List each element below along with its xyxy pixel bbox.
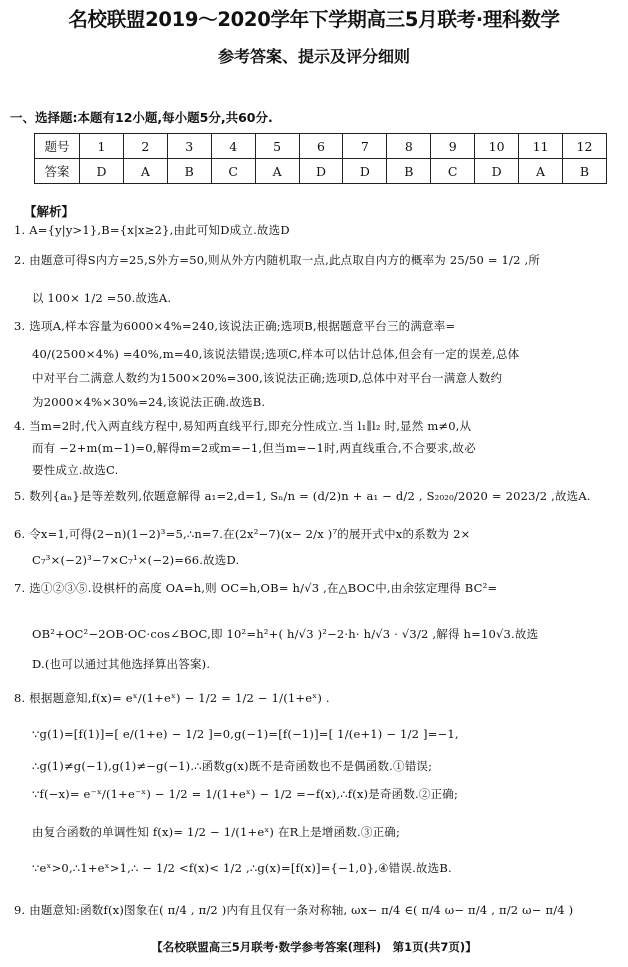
table-cell: 10 [475,134,519,159]
page-footer: 【名校联盟高三5月联考·数学参考答案(理科) 第1页(共7页)】 [151,940,477,954]
solution-line-q8-cont: 由复合函数的单调性知 f(x)= 1/2 − 1/(1+eˣ) 在R上是增函数.③正确; [32,825,401,839]
table-row-answers [35,159,607,184]
analysis-heading: 【解析】 [24,204,75,219]
table-header-cell: 题号 [35,134,80,159]
table-header-cell: 答案 [35,159,80,184]
solution-line-q8-cont: ∵f(−x)= e⁻ˣ/(1+e⁻ˣ) − 1/2 = 1/(1+eˣ) − 1/2 =−f(x),∴f(x)是奇函数.②正确; [32,787,459,801]
table-cell: 3 [167,134,211,159]
table-cell: A [123,159,167,184]
table-cell: 4 [211,134,255,159]
table-cell: B [562,159,606,184]
solution-line-q4-cont: 而有 −2+m(m−1)=0,解得m=2或m=−1,但当m=−1时,两直线重合,不合要求,故必 [32,441,476,455]
solution-line-q3-cont: 40/(2500×4%) =40%,m=40,该说法错误;选项C,样本可以估计总体,但会有一定的误差,总体 [32,347,520,361]
answer-table [34,133,607,184]
table-cell: 12 [562,134,606,159]
table-cell: B [387,159,431,184]
table-cell: 1 [80,134,124,159]
solution-line-q6: 6. 令x=1,可得(2−n)(1−2)³=5,∴n=7.在(2x²−7)(x− 2/x )⁷的展开式中x的系数为 2× [14,527,471,541]
solution-line-q7-cont: D.(也可以通过其他选择算出答案). [32,657,211,671]
solution-line-q5: 5. 数列{aₙ}是等差数列,依题意解得 a₁=2,d=1, Sₙ/n = (d/2)n + a₁ − d/2 , S₂₀₂₀/2020 = 2023/2 ,故选A. [14,489,591,503]
solution-line-q6-cont: C₇³×(−2)³−7×C₇¹×(−2)=66.故选D. [32,553,240,567]
solution-line-q8-cont: ∴g(1)≠g(−1),g(1)≠−g(−1).∴函数g(x)既不是奇函数也不是偶函数.①错误; [32,759,433,773]
table-cell: A [519,159,563,184]
solution-line-q8-cont: ∵g(1)=[f(1)]=[ e/(1+e) − 1/2 ]=0,g(−1)=[f(−1)]=[ 1/(e+1) − 1/2 ]=−1, [32,727,459,741]
table-cell: 11 [519,134,563,159]
section-heading: 一、选择题:本题有12小题,每小题5分,共60分. [10,110,273,125]
solution-line-q8: 8. 根据题意知,f(x)= eˣ/(1+eˣ) − 1/2 = 1/2 − 1/(1+eˣ) . [14,691,330,705]
table-cell: 8 [387,134,431,159]
table-cell: 5 [255,134,299,159]
solution-line-q2: 2. 由题意可得S内方=25,S外方=50,则从外方内随机取一点,此点取自内方的概率为 25/50 = 1/2 ,所 [14,253,541,267]
solution-line-q9: 9. 由题意知:函数f(x)图象在( π/4 , π/2 )内有且仅有一条对称轴, ωx− π/4 ∈( π/4 ω− π/4 , π/2 ω− π/4 ) [14,903,574,917]
table-cell: D [299,159,343,184]
table-cell: C [431,159,475,184]
table-cell: 6 [299,134,343,159]
solution-line-q3-cont: 为2000×4%×30%=24,该说法正确.故选B. [32,395,266,409]
page-title: 名校联盟2019～2020学年下学期高三5月联考·理科数学 [68,8,560,31]
solution-line-q4-cont: 要性成立.故选C. [32,463,119,477]
table-cell: 7 [343,134,387,159]
table-cell: D [343,159,387,184]
solution-line-q7: 7. 选①②③⑤.设棋杆的高度 OA=h,则 OC=h,OB= h/√3 ,在△BOC中,由余弦定理得 BC²= [14,581,498,595]
table-cell: 9 [431,134,475,159]
solution-line-q3: 3. 选项A,样本容量为6000×4%=240,该说法正确;选项B,根据题意平台三的满意率= [14,319,456,333]
solution-line-q7-cont: OB²+OC²−2OB·OC·cos∠BOC,即 10²=h²+( h/√3 )²−2·h· h/√3 · √3/2 ,解得 h=10√3.故选 [32,627,539,641]
solution-line-q4: 4. 当m=2时,代入两直线方程中,易知两直线平行,即充分性成立.当 l₁∥l₂ 时,显然 m≠0,从 [14,419,472,433]
solution-line-q2-cont: 以 100× 1/2 =50.故选A. [32,291,172,305]
table-cell: 2 [123,134,167,159]
table-row-numbers [35,134,607,159]
page-subtitle: 参考答案、提示及评分细则 [217,47,410,66]
table-cell: C [211,159,255,184]
table-cell: B [167,159,211,184]
table-cell: A [255,159,299,184]
solution-line-q8-cont: ∵eˣ>0,∴1+eˣ>1,∴ − 1/2 <f(x)< 1/2 ,∴g(x)=[f(x)]={−1,0},④错误.故选B. [32,861,452,875]
table-cell: D [80,159,124,184]
solution-line-q3-cont: 中对平台二满意人数约为1500×20%=300,该说法正确;选项D,总体中对平台一满意人数约 [32,371,503,385]
solution-line-q1: 1. A={y|y>1},B={x|x≥2},由此可知D成立.故选D [14,223,290,237]
table-cell: D [475,159,519,184]
